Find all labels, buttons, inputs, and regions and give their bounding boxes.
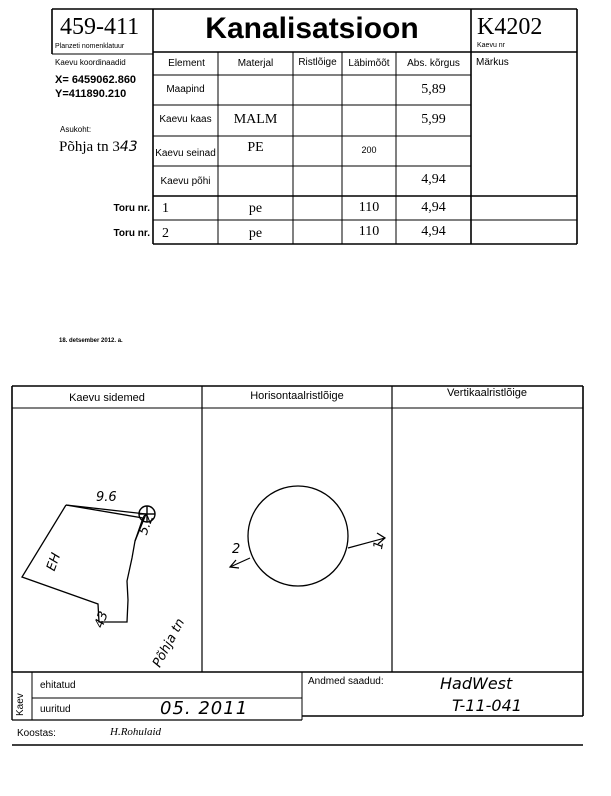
kaevu-nr-label: Kaevu nr <box>477 42 506 49</box>
andmed-label: Andmed saadud: <box>308 676 384 687</box>
pipe-label: Toru nr. <box>113 228 150 239</box>
sketch-title-sidemed: Kaevu sidemed <box>69 392 145 404</box>
row-element: Maapind <box>166 84 205 95</box>
pipe-nr: 2 <box>162 226 169 241</box>
coord-y: Y=411890.210 <box>55 88 127 100</box>
pipe-materjal: pe <box>248 201 263 216</box>
address-printed: Põhja tn 3 <box>59 139 120 155</box>
row-element: Kaevu põhi <box>160 176 211 187</box>
row-labimoot: 200 <box>361 145 377 155</box>
uuritud-label: uuritud <box>40 704 71 715</box>
address-label: Asukoht: <box>60 125 92 134</box>
pipe-labimoot: 110 <box>358 200 380 215</box>
row-element: Kaevu kaas <box>159 114 212 125</box>
building-label: EH <box>44 551 65 574</box>
dim-side: 5.2 <box>136 512 158 538</box>
pipe-korgus: 4,94 <box>421 200 446 215</box>
dim-top: 9.6 <box>96 490 117 505</box>
sketch-title-horisontaal: Horisontaalristlõige <box>250 390 344 402</box>
col-header-materjal: Materjal <box>237 58 274 69</box>
manhole-circle <box>248 486 348 586</box>
andmed-value-2: T-11-041 <box>452 696 522 715</box>
uuritud-value: 05. 2011 <box>160 698 249 719</box>
footer-side-label: Kaev <box>15 693 26 716</box>
building-sketch <box>22 505 146 622</box>
address-handwritten: 43 <box>119 139 138 155</box>
row-korgus: 5,99 <box>421 112 446 127</box>
pipe-nr: 1 <box>162 201 169 216</box>
row-materjal: MALM <box>233 112 278 127</box>
col-header-element: Element <box>168 58 205 69</box>
pipe-korgus: 4,94 <box>421 224 446 239</box>
street-label: Põhja tn <box>150 616 189 671</box>
koostas-value: H.Rohulaid <box>110 726 162 738</box>
pipe-labimoot: 110 <box>358 224 380 239</box>
address-value <box>59 139 138 156</box>
coords-label: Kaevu koordinaadid <box>55 58 126 67</box>
planzeti-code: 459-411 <box>60 14 140 40</box>
pipe-left-label: 2 <box>232 542 241 557</box>
date-text: 18. detsember 2012. a. <box>59 338 123 344</box>
page-title: Kanalisatsioon <box>205 12 419 45</box>
kaevu-code: K4202 <box>477 14 543 40</box>
andmed-value-1: HadWest <box>440 674 513 693</box>
ehitatud-label: ehitatud <box>40 680 76 691</box>
row-element: Kaevu seinad <box>155 148 216 159</box>
pipe-label: Toru nr. <box>113 203 150 214</box>
koostas-label: Koostas: <box>17 728 56 739</box>
col-header-korgus: Abs. kõrgus <box>407 58 460 69</box>
col-header-labimoot: Läbimõõt <box>348 58 390 69</box>
pipe-right-label: 1 <box>371 539 388 551</box>
pipe-materjal: pe <box>248 226 263 241</box>
planzeti-label: Planzeti nomenklatuur <box>55 43 125 50</box>
row-korgus: 5,89 <box>421 82 446 97</box>
coord-x: X= 6459062.860 <box>55 74 137 86</box>
row-materjal: PE <box>247 140 264 155</box>
dim-bottom: 43 <box>92 609 112 631</box>
sketch-title-vertikaal: Vertikaalristlõige <box>446 387 528 399</box>
row-korgus: 4,94 <box>421 172 446 187</box>
col-header-markus: Märkus <box>476 57 509 68</box>
col-header-ristloige: Ristlõige <box>298 57 337 68</box>
pipe-arrows <box>230 533 388 568</box>
